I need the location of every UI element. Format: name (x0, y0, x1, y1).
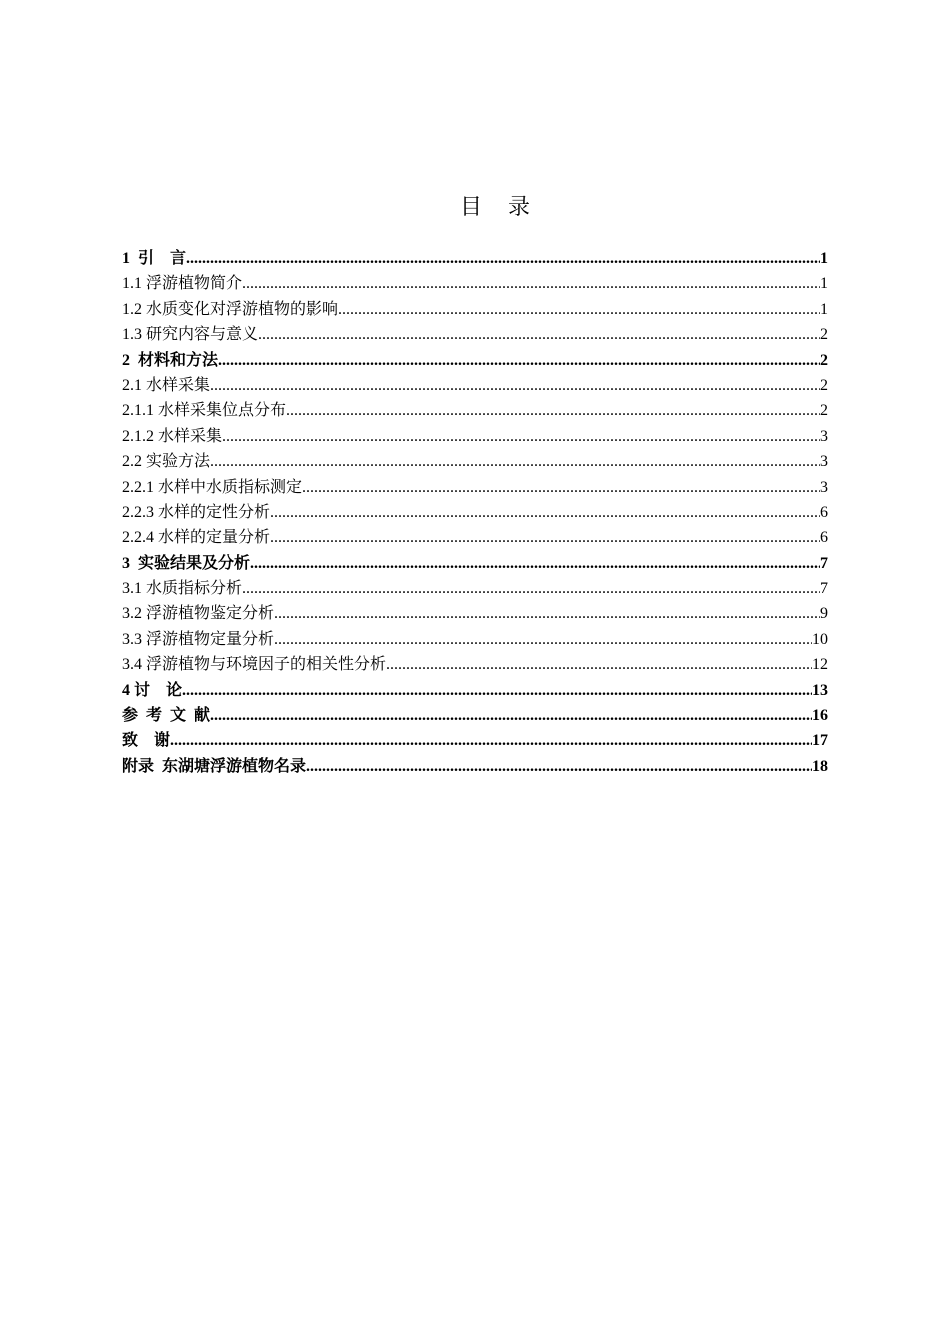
toc-page-number: 2 (820, 376, 828, 394)
toc-leader-dots (242, 576, 820, 601)
toc-entry-title: 3.2 浮游植物鉴定分析 (122, 605, 275, 623)
toc-entry-title: 致 谢 (122, 732, 171, 750)
toc-entry-title: 附录 东湖塘浮游植物名录 (122, 757, 307, 775)
toc-page-number: 3 (820, 478, 828, 496)
toc-leader-dots (302, 475, 820, 500)
toc-page-number: 6 (820, 529, 828, 547)
toc-entry-title: 2.2.3 水样的定性分析 (122, 503, 271, 521)
toc-entry[interactable] (122, 525, 828, 550)
toc-entry-title: 3.3 浮游植物定量分析 (122, 630, 275, 648)
toc-entry[interactable] (122, 500, 828, 525)
toc-leader-dots (242, 271, 820, 296)
toc-page-number: 13 (812, 681, 828, 699)
toc-leader-dots (182, 678, 812, 703)
toc-leader-dots (250, 551, 820, 576)
toc-entry-title: 2.2 实验方法 (122, 453, 211, 471)
toc-entry[interactable] (122, 601, 828, 626)
toc-page-number: 17 (812, 732, 828, 750)
toc-leader-dots (170, 728, 812, 753)
toc-entry[interactable] (122, 246, 828, 271)
toc-entry[interactable] (122, 703, 828, 728)
toc-page-number: 18 (812, 757, 828, 775)
toc-page-number: 2 (820, 326, 828, 344)
toc-entry-title: 1.2 水质变化对浮游植物的影响 (122, 300, 339, 318)
toc-leader-dots (338, 297, 820, 322)
toc-leader-dots (210, 449, 820, 474)
toc-leader-dots (210, 703, 812, 728)
toc-entry[interactable] (122, 449, 828, 474)
toc-entry-title: 3.1 水质指标分析 (122, 580, 243, 598)
toc-page-number: 6 (820, 503, 828, 521)
title-char-2: 录 (508, 194, 531, 219)
toc-entry[interactable] (122, 373, 828, 398)
toc-entry[interactable] (122, 576, 828, 601)
toc-page-number: 9 (820, 605, 828, 623)
toc-entry[interactable] (122, 424, 828, 449)
toc-entry[interactable] (122, 754, 828, 779)
toc-leader-dots (270, 525, 820, 550)
toc-leader-dots (222, 424, 820, 449)
toc-entry[interactable] (122, 271, 828, 296)
toc-entry-title: 3.4 浮游植物与环境因子的相关性分析 (122, 656, 387, 674)
toc-page-number: 7 (820, 580, 828, 598)
toc-entry[interactable] (122, 627, 828, 652)
toc-entry[interactable] (122, 348, 828, 373)
toc-entry-title: 1.3 研究内容与意义 (122, 326, 259, 344)
toc-entry-title: 1.1 浮游植物简介 (122, 275, 243, 293)
toc-page-number: 1 (820, 300, 828, 318)
page-title (0, 192, 950, 222)
toc-leader-dots (218, 348, 820, 373)
toc-entry-title: 2 材料和方法 (122, 351, 219, 369)
toc-entry-title: 1 引 言 (122, 250, 187, 267)
toc-entry-title: 2.2.4 水样的定量分析 (122, 529, 271, 547)
toc-leader-dots (270, 500, 820, 525)
toc-entry-title: 2.1.2 水样采集 (122, 427, 223, 445)
toc-entry[interactable] (122, 398, 828, 423)
toc-entry-title: 3 实验结果及分析 (122, 554, 251, 572)
toc-entry-title: 参 考 文 献 (122, 707, 211, 725)
toc-entry-title: 4 讨 论 (122, 681, 183, 699)
toc-leader-dots (210, 373, 820, 398)
toc-page-number: 1 (820, 250, 828, 267)
toc-page-number: 3 (820, 453, 828, 471)
toc-entry[interactable] (122, 297, 828, 322)
title-char-1: 目 (459, 194, 482, 219)
table-of-contents (122, 246, 828, 779)
toc-page-number: 2 (820, 402, 828, 420)
toc-page-number: 2 (820, 351, 828, 369)
toc-entry[interactable] (122, 652, 828, 677)
toc-leader-dots (186, 246, 820, 271)
toc-leader-dots (286, 398, 820, 423)
toc-leader-dots (274, 601, 820, 626)
toc-entry-title: 2.1 水样采集 (122, 376, 211, 394)
toc-entry[interactable] (122, 475, 828, 500)
toc-page-number: 7 (820, 554, 828, 572)
toc-entry-title: 2.1.1 水样采集位点分布 (122, 402, 287, 420)
toc-page-number: 16 (812, 707, 828, 725)
toc-entry[interactable] (122, 678, 828, 703)
toc-entry[interactable] (122, 551, 828, 576)
toc-page-number: 3 (820, 427, 828, 445)
toc-leader-dots (386, 652, 812, 677)
toc-leader-dots (258, 322, 820, 347)
toc-page-number: 10 (812, 630, 828, 648)
toc-entry[interactable] (122, 322, 828, 347)
toc-entry[interactable] (122, 728, 828, 753)
toc-page-number: 12 (812, 656, 828, 674)
toc-leader-dots (306, 754, 812, 779)
toc-page-number: 1 (820, 275, 828, 293)
toc-leader-dots (274, 627, 812, 652)
toc-entry-title: 2.2.1 水样中水质指标测定 (122, 478, 303, 496)
